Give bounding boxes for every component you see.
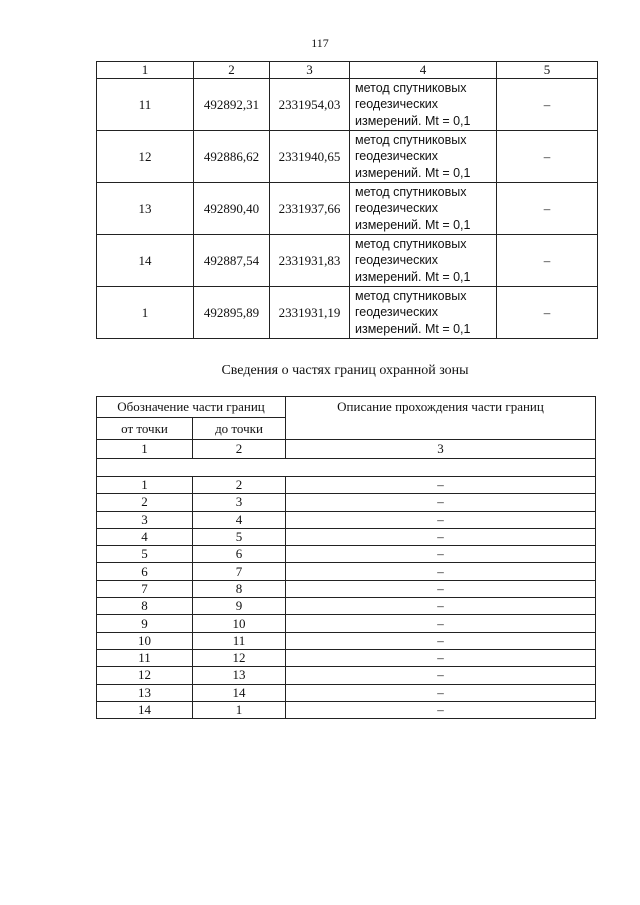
coordinates-header-row bbox=[97, 62, 598, 79]
table-row bbox=[97, 632, 596, 649]
method-description bbox=[350, 183, 497, 235]
to-point: 12 bbox=[193, 649, 286, 666]
method-line: геодезических bbox=[355, 305, 439, 320]
designation-header: Обозначение части границ bbox=[97, 397, 286, 418]
note-cell: – bbox=[497, 183, 598, 235]
to-point: 3 bbox=[193, 494, 286, 511]
parts-number-row bbox=[97, 440, 596, 459]
to-point: 8 bbox=[193, 580, 286, 597]
section-title: Сведения о частях границ охранной зоны bbox=[221, 363, 469, 378]
point-number: 1 bbox=[97, 287, 194, 339]
method-line: метод спутниковых bbox=[355, 288, 467, 303]
table-row bbox=[97, 235, 598, 287]
table-row bbox=[97, 494, 596, 511]
header-cell: 3 bbox=[270, 62, 350, 79]
to-point: 5 bbox=[193, 528, 286, 545]
method-description bbox=[350, 287, 497, 339]
part-description: – bbox=[286, 563, 596, 580]
to-point-header: до точки bbox=[193, 418, 286, 440]
table-row bbox=[97, 546, 596, 563]
table-row bbox=[97, 615, 596, 632]
column-number: 2 bbox=[193, 440, 286, 459]
note-cell: – bbox=[497, 79, 598, 131]
y-coordinate: 2331931,19 bbox=[270, 287, 350, 339]
table-row bbox=[97, 511, 596, 528]
point-number: 14 bbox=[97, 235, 194, 287]
header-cell: 5 bbox=[497, 62, 598, 79]
table-row bbox=[97, 528, 596, 545]
method-line: метод спутниковых bbox=[355, 80, 467, 95]
part-description: – bbox=[286, 598, 596, 615]
from-point: 13 bbox=[97, 684, 193, 701]
description-header: Описание прохождения части границ bbox=[286, 397, 596, 440]
table-row bbox=[97, 477, 596, 494]
table-row bbox=[97, 701, 596, 718]
to-point: 10 bbox=[193, 615, 286, 632]
method-line: геодезических bbox=[355, 201, 439, 216]
method-line: измерений. Mt = 0,1 bbox=[355, 217, 471, 232]
empty-cell bbox=[97, 459, 596, 477]
x-coordinate: 492887,54 bbox=[194, 235, 270, 287]
header-cell: 4 bbox=[350, 62, 497, 79]
header-cell: 2 bbox=[194, 62, 270, 79]
from-point: 3 bbox=[97, 511, 193, 528]
page-number: 117 bbox=[311, 36, 329, 50]
method-line: измерений. Mt = 0,1 bbox=[355, 113, 471, 128]
note-cell: – bbox=[497, 287, 598, 339]
part-description: – bbox=[286, 684, 596, 701]
to-point: 2 bbox=[193, 477, 286, 494]
part-description: – bbox=[286, 632, 596, 649]
table-row bbox=[97, 183, 598, 235]
to-point: 9 bbox=[193, 598, 286, 615]
part-description: – bbox=[286, 477, 596, 494]
from-point: 1 bbox=[97, 477, 193, 494]
table-row bbox=[97, 667, 596, 684]
method-description bbox=[350, 235, 497, 287]
note-cell: – bbox=[497, 131, 598, 183]
column-number: 3 bbox=[286, 440, 596, 459]
method-line: геодезических bbox=[355, 253, 439, 268]
method-description bbox=[350, 79, 497, 131]
note-cell: – bbox=[497, 235, 598, 287]
part-description: – bbox=[286, 546, 596, 563]
to-point: 11 bbox=[193, 632, 286, 649]
part-description: – bbox=[286, 649, 596, 666]
method-line: геодезических bbox=[355, 97, 439, 112]
table-row bbox=[97, 684, 596, 701]
part-description: – bbox=[286, 580, 596, 597]
table-row bbox=[97, 131, 598, 183]
point-number: 12 bbox=[97, 131, 194, 183]
to-point: 13 bbox=[193, 667, 286, 684]
table-row bbox=[97, 580, 596, 597]
from-point: 8 bbox=[97, 598, 193, 615]
method-line: метод спутниковых bbox=[355, 184, 467, 199]
method-line: измерений. Mt = 0,1 bbox=[355, 321, 471, 336]
from-point: 12 bbox=[97, 667, 193, 684]
x-coordinate: 492890,40 bbox=[194, 183, 270, 235]
method-line: метод спутниковых bbox=[355, 236, 467, 251]
table-row bbox=[97, 79, 598, 131]
x-coordinate: 492895,89 bbox=[194, 287, 270, 339]
coordinates-table-body bbox=[97, 62, 598, 339]
method-line: геодезических bbox=[355, 149, 439, 164]
to-point: 7 bbox=[193, 563, 286, 580]
part-description: – bbox=[286, 615, 596, 632]
table-row bbox=[97, 598, 596, 615]
part-description: – bbox=[286, 701, 596, 718]
to-point: 14 bbox=[193, 684, 286, 701]
column-number: 1 bbox=[97, 440, 193, 459]
boundary-parts-table-body bbox=[97, 397, 596, 719]
to-point: 1 bbox=[193, 701, 286, 718]
to-point: 4 bbox=[193, 511, 286, 528]
y-coordinate: 2331937,66 bbox=[270, 183, 350, 235]
from-point: 2 bbox=[97, 494, 193, 511]
part-description: – bbox=[286, 494, 596, 511]
method-description bbox=[350, 131, 497, 183]
part-description: – bbox=[286, 528, 596, 545]
x-coordinate: 492892,31 bbox=[194, 79, 270, 131]
to-point: 6 bbox=[193, 546, 286, 563]
from-point: 10 bbox=[97, 632, 193, 649]
point-number: 11 bbox=[97, 79, 194, 131]
x-coordinate: 492886,62 bbox=[194, 131, 270, 183]
from-point: 9 bbox=[97, 615, 193, 632]
from-point: 7 bbox=[97, 580, 193, 597]
method-line: метод спутниковых bbox=[355, 132, 467, 147]
part-description: – bbox=[286, 511, 596, 528]
parts-header-row bbox=[97, 397, 596, 418]
from-point: 5 bbox=[97, 546, 193, 563]
from-point-header: от точки bbox=[97, 418, 193, 440]
method-line: измерений. Mt = 0,1 bbox=[355, 269, 471, 284]
from-point: 14 bbox=[97, 701, 193, 718]
table-row bbox=[97, 649, 596, 666]
table-row bbox=[97, 563, 596, 580]
boundary-parts-table bbox=[96, 396, 596, 719]
from-point: 11 bbox=[97, 649, 193, 666]
from-point: 4 bbox=[97, 528, 193, 545]
y-coordinate: 2331954,03 bbox=[270, 79, 350, 131]
table-row bbox=[97, 287, 598, 339]
y-coordinate: 2331931,83 bbox=[270, 235, 350, 287]
point-number: 13 bbox=[97, 183, 194, 235]
from-point: 6 bbox=[97, 563, 193, 580]
header-cell: 1 bbox=[97, 62, 194, 79]
coordinates-table bbox=[96, 61, 598, 339]
part-description: – bbox=[286, 667, 596, 684]
method-line: измерений. Mt = 0,1 bbox=[355, 165, 471, 180]
y-coordinate: 2331940,65 bbox=[270, 131, 350, 183]
parts-empty-row bbox=[97, 459, 596, 477]
